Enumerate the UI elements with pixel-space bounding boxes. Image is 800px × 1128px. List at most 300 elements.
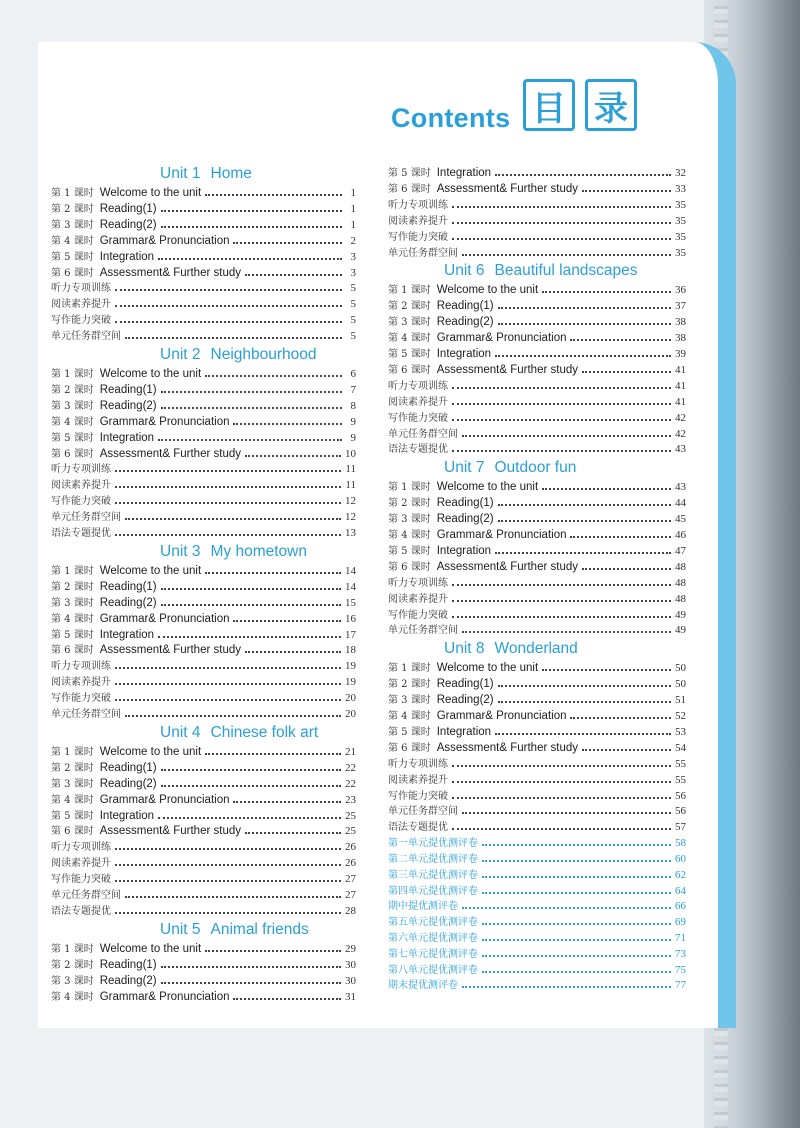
page-number: 15 — [345, 596, 356, 609]
toc-entry[interactable] — [51, 705, 356, 720]
dot-leader — [245, 274, 342, 276]
toc-entry[interactable] — [388, 771, 686, 786]
dot-leader — [498, 701, 671, 703]
toc-entry[interactable] — [388, 440, 686, 455]
entry-title: Integration — [436, 544, 492, 557]
page-number: 48 — [675, 592, 686, 605]
toc-entry[interactable] — [388, 510, 686, 525]
entry-title: Welcome to the unit — [99, 745, 202, 758]
page-number: 50 — [675, 678, 686, 691]
entry-label: 第 2 课时 — [51, 203, 94, 215]
toc-entry[interactable] — [51, 184, 356, 199]
page-number: 55 — [675, 773, 686, 786]
page-number: 45 — [675, 513, 686, 526]
dot-leader — [452, 403, 671, 405]
entry-title: Reading(1) — [436, 497, 494, 510]
unit-heading — [160, 724, 318, 742]
toc-entry[interactable] — [388, 478, 686, 493]
toc-entry[interactable] — [51, 940, 356, 955]
entry-label: 第 4 课时 — [388, 711, 431, 722]
entry-label: 第 1 课时 — [51, 565, 94, 577]
toc-entry[interactable] — [51, 956, 356, 971]
entry-title: Integration — [436, 167, 492, 179]
entry-title: Welcome to the unit — [436, 481, 539, 494]
toc-entry[interactable] — [388, 393, 686, 408]
entry-title: Reading(1) — [436, 300, 494, 313]
toc-entry[interactable] — [51, 311, 356, 326]
page-number: 57 — [675, 821, 686, 834]
entry-label: 第 4 课时 — [51, 991, 94, 1003]
entry-label: 第三单元提优测评卷 — [388, 869, 478, 881]
page-number: 21 — [345, 745, 356, 758]
dot-leader — [161, 588, 341, 590]
entry-label: 第 2 课时 — [388, 498, 431, 510]
entry-label: 写作能力突破 — [388, 609, 448, 621]
entry-title: Integration — [99, 431, 155, 444]
dot-leader — [233, 242, 342, 244]
dot-leader — [115, 848, 341, 850]
entry-title: Reading(1) — [99, 958, 157, 971]
entry-label: 第 6 课时 — [51, 448, 94, 460]
dot-leader — [115, 534, 341, 536]
page-number: 43 — [675, 443, 686, 456]
unit-number: Unit 5 — [160, 920, 201, 938]
toc-entry[interactable] — [51, 295, 356, 310]
entry-label: 阅读素养提升 — [388, 396, 448, 408]
toc-entry[interactable] — [388, 606, 686, 621]
toc-entry[interactable] — [51, 365, 356, 380]
page-number: 29 — [345, 942, 356, 955]
toc-entry[interactable] — [388, 802, 686, 817]
test-paper-entry[interactable] — [388, 929, 686, 944]
entry-title: Welcome to the unit — [99, 942, 202, 955]
toc-entry[interactable] — [388, 244, 686, 259]
toc-entry[interactable] — [388, 409, 686, 424]
entry-label: 第 1 课时 — [51, 188, 94, 199]
page-number: 49 — [675, 608, 686, 621]
unit-name: Beautiful landscapes — [494, 262, 638, 280]
dot-leader — [161, 966, 341, 968]
toc-entry[interactable] — [51, 641, 356, 656]
toc-entry[interactable] — [388, 675, 686, 690]
dot-leader — [205, 753, 341, 755]
entry-label: 第一单元提优测评卷 — [388, 838, 478, 850]
toc-entry[interactable] — [388, 691, 686, 706]
entry-label: 第 6 课时 — [51, 267, 94, 279]
entry-label: 听力专项训练 — [388, 577, 448, 589]
entry-label: 第四单元提优测评卷 — [388, 885, 478, 897]
toc-entry[interactable] — [51, 791, 356, 806]
toc-entry[interactable] — [51, 200, 356, 215]
entry-label: 阅读素养提升 — [51, 480, 111, 492]
toc-entry[interactable] — [388, 345, 686, 360]
dot-leader — [115, 321, 342, 323]
page-number: 38 — [675, 332, 686, 345]
entry-title: Grammar& Pronunciation — [99, 234, 230, 247]
toc-entry[interactable] — [51, 594, 356, 609]
page-number: 64 — [675, 884, 686, 897]
entry-label: 第 6 课时 — [388, 561, 431, 573]
dot-leader — [452, 450, 671, 452]
toc-entry[interactable] — [388, 196, 686, 211]
toc-entry[interactable] — [51, 216, 356, 231]
unit-name: Home — [210, 165, 252, 182]
toc-entry[interactable] — [388, 212, 686, 227]
entry-label: 第 6 课时 — [388, 183, 431, 195]
dot-leader — [125, 337, 342, 339]
entry-label: 写作能力突破 — [51, 315, 111, 327]
entry-label: 第 1 课时 — [51, 369, 94, 380]
toc-entry[interactable] — [51, 397, 356, 412]
page-number: 51 — [675, 694, 686, 707]
dot-leader — [482, 876, 671, 878]
entry-label: 写作能力突破 — [388, 231, 448, 243]
toc-entry[interactable] — [388, 494, 686, 509]
page-number: 20 — [345, 708, 356, 720]
entry-title: Grammar& Pronunciation — [99, 415, 230, 428]
unit-number: Unit 1 — [160, 165, 201, 182]
entry-label: 第 1 课时 — [51, 943, 94, 955]
toc-entry[interactable] — [51, 460, 356, 475]
dot-leader — [115, 699, 341, 701]
page-number: 12 — [345, 495, 356, 508]
toc-entry[interactable] — [51, 854, 356, 869]
dot-leader — [115, 502, 341, 504]
page-number: 27 — [345, 873, 356, 886]
toc-entry[interactable] — [388, 228, 686, 243]
contents-title: Contents — [391, 103, 511, 133]
page-number: 48 — [675, 576, 686, 589]
entry-label: 第 3 课时 — [388, 514, 431, 526]
dot-leader — [115, 880, 341, 882]
page-number: 39 — [675, 348, 686, 360]
entry-label: 期末提优测评卷 — [388, 980, 458, 992]
page-number: 6 — [350, 368, 356, 380]
toc-entry[interactable] — [388, 361, 686, 376]
dot-leader — [498, 504, 671, 506]
entry-label: 写作能力突破 — [51, 874, 111, 886]
dot-leader — [245, 832, 341, 834]
entry-title: Reading(1) — [99, 202, 157, 215]
dot-leader — [161, 407, 342, 409]
dot-leader — [452, 238, 671, 240]
entry-label: 第 2 课时 — [388, 679, 431, 691]
toc-entry[interactable] — [388, 590, 686, 605]
page-number: 14 — [345, 564, 356, 577]
entry-label: 写作能力突破 — [388, 790, 448, 802]
page-number: 22 — [345, 761, 356, 774]
page-number: 30 — [345, 974, 356, 987]
entry-label: 第 2 课时 — [51, 384, 94, 396]
entry-label: 第 1 课时 — [388, 663, 431, 675]
entry-label: 第 4 课时 — [51, 794, 94, 806]
dot-leader — [452, 828, 671, 830]
entry-label: 第 5 课时 — [388, 168, 431, 179]
dot-leader — [125, 715, 341, 717]
entry-title: Grammar& Pronunciation — [436, 332, 567, 345]
page-number: 36 — [675, 284, 686, 297]
dot-leader — [115, 486, 341, 488]
page-number: 52 — [675, 710, 686, 722]
page-number: 49 — [675, 624, 686, 637]
page-number: 53 — [675, 725, 686, 738]
page-number: 26 — [345, 841, 356, 854]
page-number: 66 — [675, 900, 686, 913]
toc-entry[interactable] — [51, 743, 356, 758]
toc-entry[interactable] — [51, 886, 356, 901]
toc-entry[interactable] — [51, 657, 356, 672]
entry-label: 第 5 课时 — [388, 545, 431, 557]
test-paper-entry[interactable] — [388, 913, 686, 928]
toc-entry[interactable] — [388, 281, 686, 296]
entry-title: Assessment& Further study — [99, 447, 241, 460]
test-paper-entry[interactable] — [388, 945, 686, 960]
dot-leader — [570, 339, 671, 341]
entry-label: 阅读素养提升 — [388, 774, 448, 786]
dot-leader — [542, 669, 671, 671]
page-number: 33 — [675, 182, 686, 195]
page-number: 12 — [345, 511, 356, 524]
dot-leader — [205, 572, 341, 574]
toc-entry[interactable] — [388, 164, 686, 179]
page-number: 23 — [345, 793, 356, 806]
toc-entry[interactable] — [388, 723, 686, 738]
toc-entry[interactable] — [388, 787, 686, 802]
unit-name: My hometown — [210, 542, 307, 560]
page-number: 55 — [675, 757, 686, 770]
entry-title: Assessment& Further study — [436, 363, 578, 376]
entry-title: Assessment& Further study — [99, 644, 241, 657]
dot-leader — [161, 982, 341, 984]
entry-title: Grammar& Pronunciation — [99, 612, 230, 625]
toc-entry[interactable] — [51, 988, 356, 1003]
page-number: 27 — [345, 889, 356, 901]
page-number: 42 — [675, 427, 686, 440]
entry-label: 第 5 课时 — [388, 349, 431, 360]
page-number: 41 — [675, 395, 686, 408]
entry-title: Reading(2) — [99, 777, 157, 790]
unit-heading — [160, 165, 252, 183]
toc-entry[interactable] — [51, 508, 356, 523]
entry-title: Welcome to the unit — [99, 187, 202, 199]
toc-entry[interactable] — [51, 264, 356, 279]
toc-entry[interactable] — [388, 329, 686, 344]
entry-label: 第 3 课时 — [51, 778, 94, 790]
entry-label: 第 3 课时 — [388, 695, 431, 707]
dot-leader — [482, 955, 671, 957]
dot-leader — [452, 222, 671, 224]
dot-leader — [542, 488, 671, 490]
dot-leader — [245, 455, 341, 457]
page-number: 50 — [675, 662, 686, 675]
test-paper-entry[interactable] — [388, 882, 686, 897]
entry-title: Integration — [99, 628, 155, 641]
dot-leader — [482, 844, 671, 846]
entry-label: 语法专题提优 — [51, 528, 111, 539]
toc-entry[interactable] — [51, 626, 356, 641]
page-number: 44 — [675, 497, 686, 510]
toc-entry[interactable] — [388, 755, 686, 770]
toc-entry[interactable] — [51, 492, 356, 507]
page-number: 26 — [345, 857, 356, 870]
entry-label: 第 4 课时 — [51, 416, 94, 428]
dot-leader — [158, 258, 342, 260]
dot-leader — [495, 733, 671, 735]
dot-leader — [452, 600, 671, 602]
page-number: 71 — [675, 932, 686, 944]
dot-leader — [452, 387, 671, 389]
toc-entry[interactable] — [51, 838, 356, 853]
unit-number: Unit 2 — [160, 346, 201, 363]
entry-label: 写作能力突破 — [51, 693, 111, 705]
dot-leader — [462, 986, 671, 988]
unit-number: Unit 6 — [444, 262, 485, 280]
page-number: 46 — [675, 529, 686, 541]
dot-leader — [115, 470, 341, 472]
page-number: 14 — [345, 580, 356, 593]
test-paper-entry[interactable] — [388, 897, 686, 912]
unit-number: Unit 8 — [444, 640, 485, 658]
toc-entry[interactable] — [51, 610, 356, 625]
entry-title: Assessment& Further study — [436, 182, 578, 195]
toc-entry[interactable] — [51, 327, 356, 342]
page-number: 28 — [345, 904, 356, 917]
dot-leader — [115, 683, 341, 685]
page-number: 5 — [350, 314, 356, 327]
dot-leader — [495, 355, 671, 357]
toc-entry[interactable] — [51, 775, 356, 790]
dot-leader — [482, 892, 671, 894]
toc-entry[interactable] — [51, 524, 356, 539]
toc-entry[interactable] — [51, 562, 356, 577]
dot-leader — [452, 419, 671, 421]
dot-leader — [570, 717, 671, 719]
entry-label: 单元任务群空间 — [388, 806, 458, 818]
entry-label: 听力专项训练 — [388, 758, 448, 770]
toc-entry[interactable] — [388, 621, 686, 636]
toc-entry[interactable] — [388, 377, 686, 392]
entry-title: Assessment& Further study — [99, 266, 241, 279]
page-number: 75 — [675, 963, 686, 976]
entry-title: Reading(2) — [436, 316, 494, 329]
dot-leader — [582, 568, 671, 570]
dot-leader — [205, 375, 342, 377]
toc-entry[interactable] — [388, 542, 686, 557]
dot-leader — [452, 797, 671, 799]
toc-entry[interactable] — [51, 689, 356, 704]
page-number: 22 — [345, 777, 356, 790]
toc-entry[interactable] — [51, 476, 356, 491]
entry-label: 第 5 课时 — [51, 432, 94, 444]
toc-entry[interactable] — [51, 902, 356, 917]
entry-title: Reading(1) — [99, 761, 157, 774]
dot-leader — [582, 749, 671, 751]
entry-label: 写作能力突破 — [51, 496, 111, 508]
entry-label: 第七单元提优测评卷 — [388, 948, 478, 960]
toc-entry[interactable] — [51, 413, 356, 428]
page-number: 1 — [350, 202, 356, 215]
dot-leader — [205, 950, 341, 952]
toc-entry[interactable] — [51, 870, 356, 885]
toc-entry[interactable] — [51, 381, 356, 396]
entry-label: 第 1 课时 — [388, 285, 431, 297]
toc-entry[interactable] — [388, 707, 686, 722]
toc-entry[interactable] — [51, 673, 356, 688]
page-number: 19 — [345, 660, 356, 673]
entry-label: 语法专题提优 — [51, 905, 111, 917]
toc-entry[interactable] — [51, 279, 356, 294]
toc-entry[interactable] — [388, 313, 686, 328]
toc-entry[interactable] — [51, 972, 356, 987]
toc-entry[interactable] — [388, 425, 686, 440]
page-number: 69 — [675, 916, 686, 929]
page-number: 56 — [675, 805, 686, 818]
dot-leader — [205, 194, 342, 196]
toc-entry[interactable] — [388, 574, 686, 589]
test-paper-entry[interactable] — [388, 961, 686, 976]
dot-leader — [482, 971, 671, 973]
entry-label: 第二单元提优测评卷 — [388, 854, 478, 865]
dot-leader — [482, 860, 671, 862]
entry-label: 第五单元提优测评卷 — [388, 917, 478, 929]
dot-leader — [495, 552, 671, 554]
toc-entry[interactable] — [388, 739, 686, 754]
entry-label: 第 4 课时 — [51, 613, 94, 625]
entry-title: Welcome to the unit — [99, 368, 202, 380]
test-paper-entry[interactable] — [388, 850, 686, 865]
page-number: 54 — [675, 741, 686, 754]
test-paper-entry[interactable] — [388, 834, 686, 849]
toc-entry[interactable] — [388, 558, 686, 573]
toc-entry[interactable] — [51, 248, 356, 263]
toc-entry[interactable] — [388, 659, 686, 674]
toc-entry[interactable] — [51, 807, 356, 822]
toc-entry[interactable] — [51, 445, 356, 460]
unit-name: Neighbourhood — [210, 346, 317, 363]
dot-leader — [452, 781, 671, 783]
toc-entry[interactable] — [388, 526, 686, 541]
entry-label: 第 2 课时 — [51, 581, 94, 593]
entry-title: Reading(2) — [99, 974, 157, 987]
entry-label: 第 4 课时 — [51, 235, 94, 247]
toc-entry[interactable] — [51, 232, 356, 247]
entry-label: 第 5 课时 — [388, 726, 431, 738]
dot-leader — [158, 439, 342, 441]
dot-leader — [542, 291, 671, 293]
dot-leader — [158, 636, 341, 638]
toc-entry[interactable] — [51, 429, 356, 444]
toc-entry[interactable] — [51, 822, 356, 837]
toc-entry[interactable] — [388, 180, 686, 195]
entry-label: 阅读素养提升 — [388, 215, 448, 227]
dot-leader — [498, 685, 671, 687]
unit-heading — [444, 640, 578, 658]
test-paper-entry[interactable] — [388, 976, 686, 991]
toc-entry[interactable] — [388, 297, 686, 312]
test-paper-entry[interactable] — [388, 866, 686, 881]
page-number: 19 — [345, 676, 356, 689]
toc-entry[interactable] — [51, 578, 356, 593]
entry-title: Reading(2) — [436, 513, 494, 526]
toc-entry[interactable] — [388, 818, 686, 833]
entry-label: 第 6 课时 — [388, 742, 431, 754]
dot-leader — [462, 812, 671, 814]
toc-entry[interactable] — [51, 759, 356, 774]
dot-leader — [570, 536, 671, 538]
entry-title: Assessment& Further study — [436, 741, 578, 754]
dot-leader — [582, 371, 671, 373]
entry-label: 第 5 课时 — [51, 810, 94, 822]
